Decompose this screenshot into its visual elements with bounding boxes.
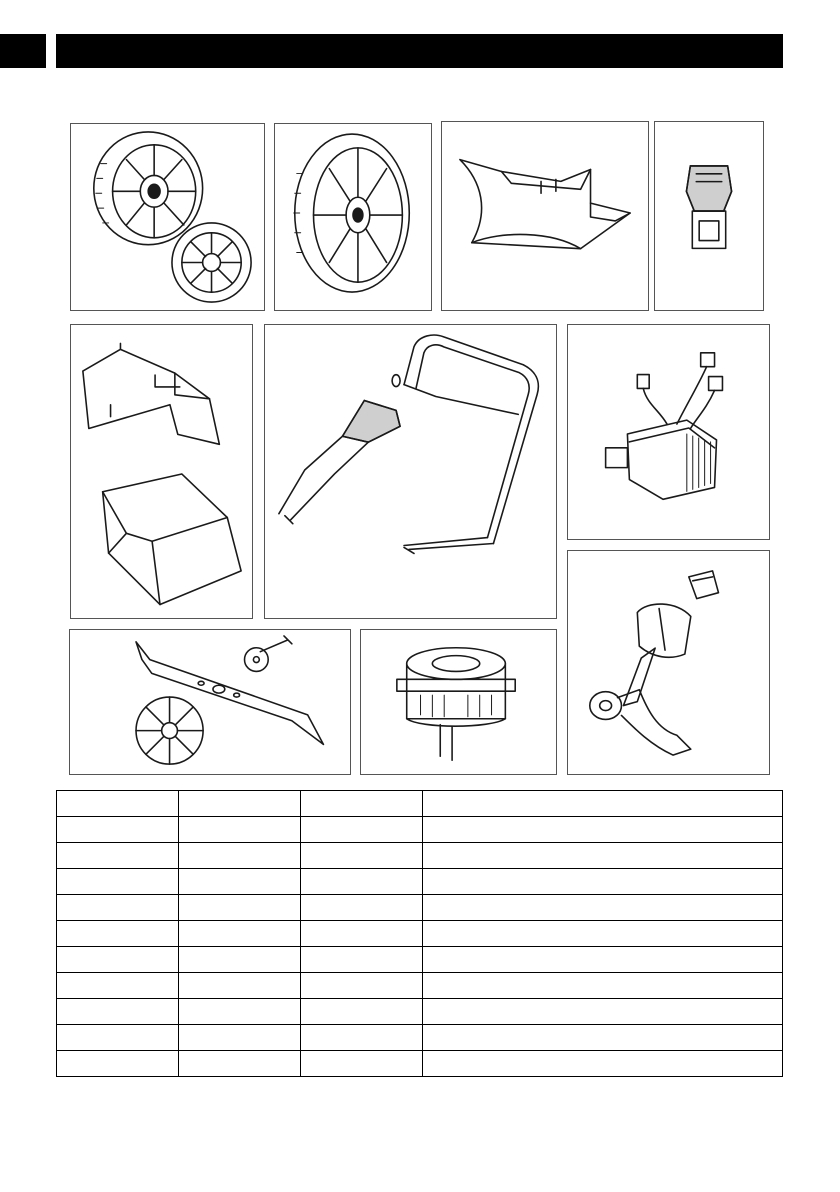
table-cell — [423, 921, 783, 947]
handle-icon — [265, 325, 556, 618]
controller-icon — [568, 325, 769, 539]
figure-height-adjust-lever — [567, 550, 770, 775]
table-cell — [423, 1051, 783, 1077]
table-cell — [179, 973, 301, 999]
table-cell — [301, 1025, 423, 1051]
table-cell — [423, 843, 783, 869]
figure-motor — [360, 629, 557, 775]
motor-icon — [361, 630, 556, 774]
table-cell — [57, 843, 179, 869]
table-cell — [57, 895, 179, 921]
table-cell — [423, 947, 783, 973]
table-row — [57, 921, 783, 947]
figure-blade-and-fan — [69, 629, 351, 775]
table-cell — [57, 973, 179, 999]
section-header-bar — [56, 34, 783, 68]
table-cell — [301, 973, 423, 999]
table-cell — [57, 817, 179, 843]
table-cell — [301, 817, 423, 843]
figure-handle-assembly — [264, 324, 557, 619]
figure-wheel-with-hubcap — [70, 123, 265, 311]
table-cell — [179, 1025, 301, 1051]
table-cell — [179, 999, 301, 1025]
figure-safety-key — [654, 121, 764, 311]
table-cell — [57, 869, 179, 895]
table-cell — [57, 1051, 179, 1077]
table-row — [57, 1025, 783, 1051]
figure-wiring-controller — [567, 324, 770, 540]
table-row — [57, 895, 783, 921]
table-cell — [179, 921, 301, 947]
wheel-icon — [275, 124, 431, 310]
section-tab — [0, 34, 46, 68]
parts-table — [56, 790, 783, 1077]
lever-icon — [568, 551, 769, 774]
table-cell — [301, 791, 423, 817]
table-cell — [423, 895, 783, 921]
table-cell — [57, 921, 179, 947]
table-row — [57, 869, 783, 895]
table-row — [57, 973, 783, 999]
figure-rear-flap — [441, 121, 649, 311]
table-row — [57, 1051, 783, 1077]
table-cell — [423, 999, 783, 1025]
table-cell — [57, 999, 179, 1025]
wheel-icon — [71, 124, 264, 310]
table-cell — [179, 869, 301, 895]
table-cell — [301, 999, 423, 1025]
grass-bag-icon — [71, 325, 252, 618]
table-cell — [57, 947, 179, 973]
blade-icon — [70, 630, 350, 774]
table-row — [57, 843, 783, 869]
key-icon — [655, 122, 763, 310]
table-row — [57, 791, 783, 817]
table-cell — [423, 1025, 783, 1051]
flap-icon — [442, 122, 648, 310]
figure-wheel — [274, 123, 432, 311]
table-cell — [301, 895, 423, 921]
table-cell — [179, 947, 301, 973]
table-cell — [423, 817, 783, 843]
table-cell — [57, 1025, 179, 1051]
table-cell — [301, 947, 423, 973]
table-row — [57, 999, 783, 1025]
table-cell — [179, 895, 301, 921]
table-cell — [57, 791, 179, 817]
table-cell — [301, 1051, 423, 1077]
table-cell — [179, 817, 301, 843]
table-row — [57, 817, 783, 843]
table-cell — [423, 869, 783, 895]
table-cell — [301, 843, 423, 869]
table-cell — [179, 1051, 301, 1077]
table-cell — [301, 869, 423, 895]
table-cell — [179, 843, 301, 869]
table-row — [57, 947, 783, 973]
table-cell — [179, 791, 301, 817]
figure-grass-bag — [70, 324, 253, 619]
table-cell — [423, 791, 783, 817]
table-cell — [301, 921, 423, 947]
table-cell — [423, 973, 783, 999]
